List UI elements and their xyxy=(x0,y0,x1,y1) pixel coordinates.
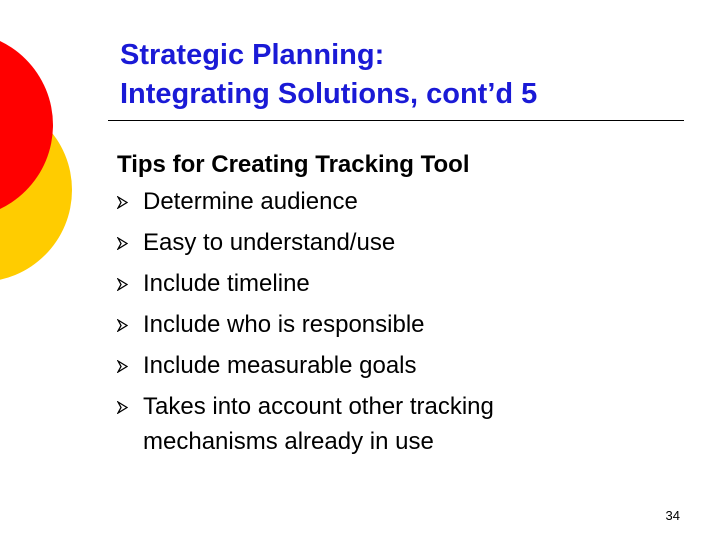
arrowhead-bullet-icon xyxy=(117,196,128,209)
bullet-text: Easy to understand/use xyxy=(143,229,396,256)
bullet-text: Takes into account other tracking xyxy=(143,393,494,420)
slide-body xyxy=(117,146,697,459)
arrowhead-bullet-icon xyxy=(117,360,128,373)
section-heading: Tips for Creating Tracking Tool xyxy=(117,151,470,178)
bullet-text: Determine audience xyxy=(143,188,358,215)
title-line-1: Strategic Planning: xyxy=(120,39,385,71)
bullet-item xyxy=(117,184,697,219)
arrowhead-bullet-icon xyxy=(117,401,128,414)
page-number: 34 xyxy=(665,508,680,523)
title-line-2: Integrating Solutions, cont’d 5 xyxy=(120,78,538,110)
bullet-list xyxy=(117,184,697,459)
bullet-item xyxy=(117,307,697,342)
bullet-text: Include timeline xyxy=(143,270,310,297)
bullet-text-continuation: mechanisms already in use xyxy=(143,428,434,455)
bullet-text: Include measurable goals xyxy=(143,352,417,379)
arrowhead-bullet-icon xyxy=(117,319,128,332)
bullet-item xyxy=(117,348,697,383)
title-divider xyxy=(108,120,684,121)
bullet-item xyxy=(117,266,697,301)
bullet-item xyxy=(117,225,697,260)
arrowhead-bullet-icon xyxy=(117,237,128,250)
bullet-text: Include who is responsible xyxy=(143,311,425,338)
arrowhead-bullet-icon xyxy=(117,278,128,291)
bullet-item xyxy=(117,389,697,459)
slide-title xyxy=(120,36,680,114)
